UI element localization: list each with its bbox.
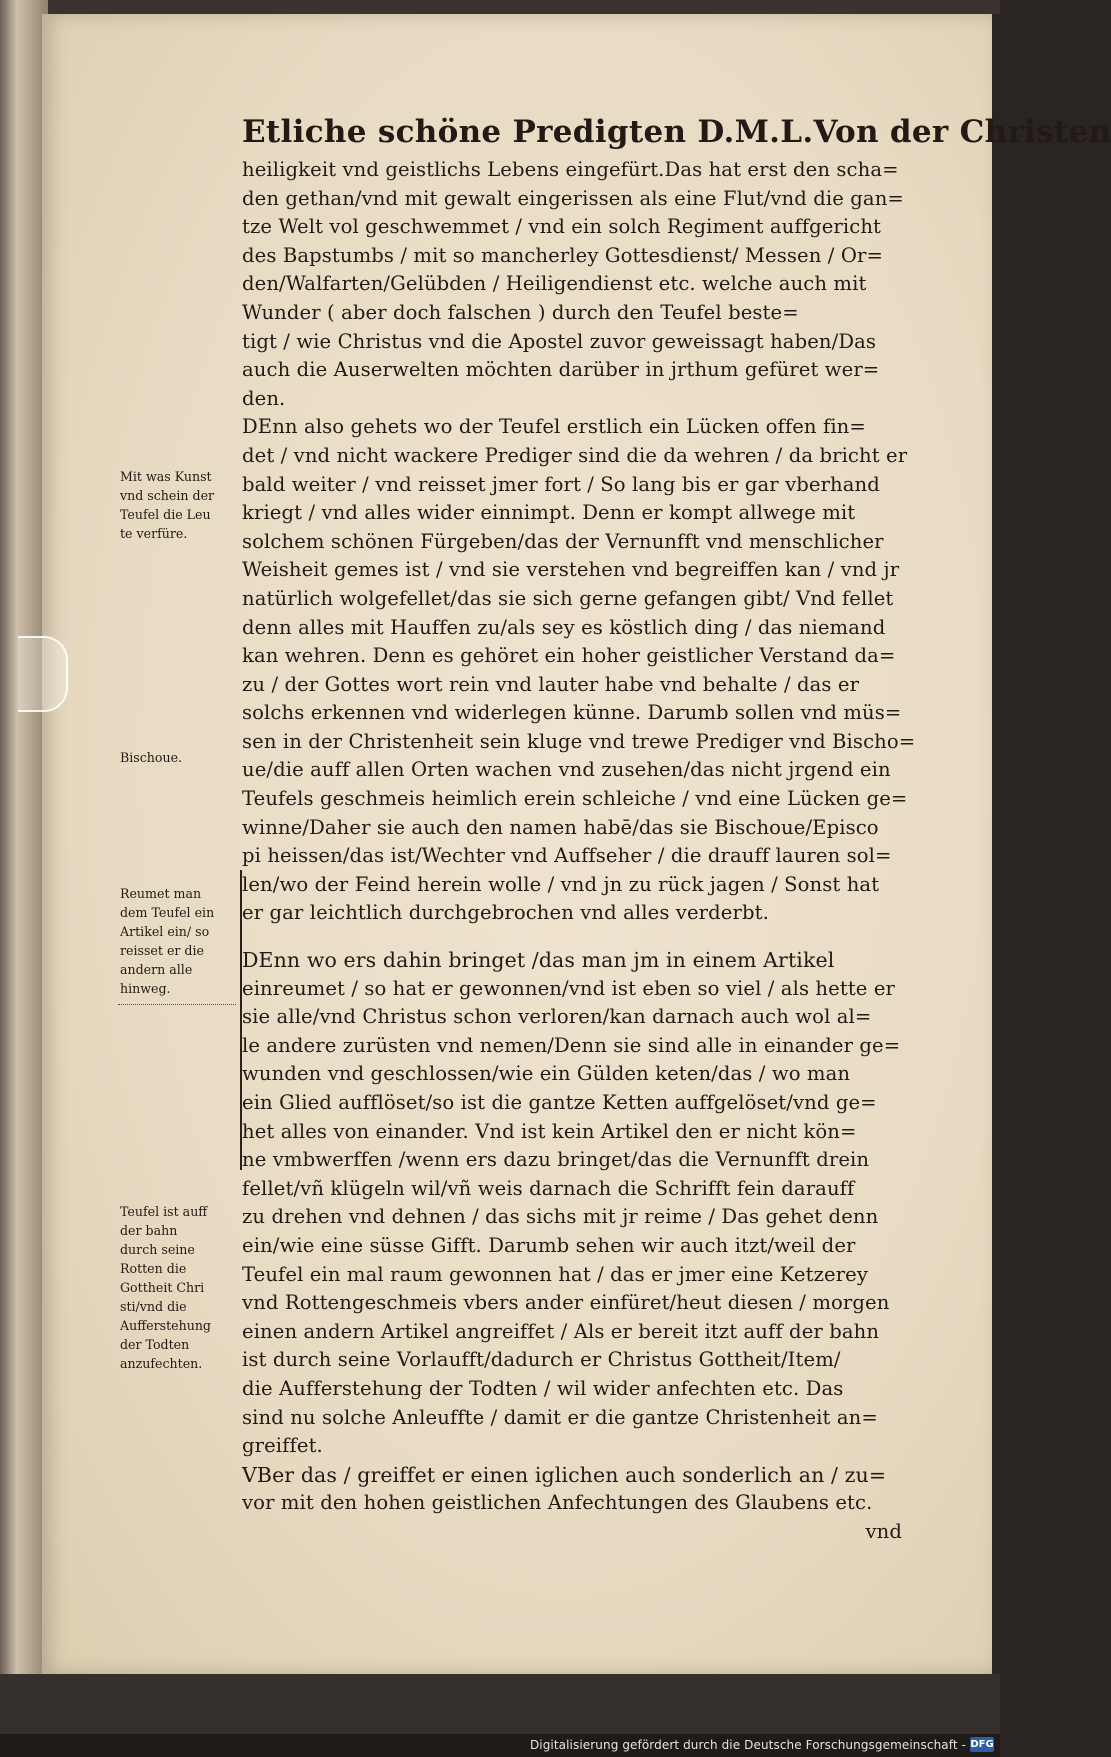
- text-line: tigt / wie Christus vnd die Apostel zuvor geweissagt haben/Das: [242, 329, 877, 353]
- paragraph-1: [242, 156, 922, 413]
- text-line: sind nu solche Anleuffte / damit er die gantze Christenheit an=: [242, 1405, 878, 1429]
- text-line: natürlich wolgefellet/das sie sich gerne gefangen gibt/ Vnd fellet: [242, 586, 894, 610]
- paragraph-gap: [242, 928, 922, 946]
- text-line: die Aufferstehung der Todten / wil wider anfechten etc. Das: [242, 1376, 844, 1400]
- text-line: det / vnd nicht wackere Prediger sind die da wehren / da bricht er: [242, 443, 908, 467]
- book-page-edges: [0, 0, 48, 1700]
- marginal-line: Aufferstehung: [120, 1318, 211, 1333]
- marginal-line: vnd schein der: [120, 488, 215, 503]
- text-line: auch die Auserwelten möchten darüber in jrthum gefüret wer=: [242, 358, 880, 382]
- text-line: ein Glied aufflöset/so ist die gantze Ketten auffgelöset/vnd ge=: [242, 1091, 877, 1114]
- marginal-line: der bahn: [120, 1223, 178, 1238]
- marginal-line: Teufel ist auff: [120, 1204, 208, 1219]
- text-line: Teufel ein mal raum gewonnen hat / das er jmer eine Ketzerey: [242, 1262, 869, 1286]
- marginal-line: hinweg.: [120, 981, 171, 996]
- marginal-line: durch seine: [120, 1242, 195, 1257]
- marginal-separator: [118, 1004, 236, 1005]
- marginal-line: andern alle: [120, 962, 193, 977]
- text-line: DEnn also gehets wo der Teufel erstlich ein Lücken offen fin=: [242, 415, 866, 439]
- text-line: ist durch seine Vorlaufft/dadurch er Christus Gottheit/Item/: [242, 1348, 841, 1372]
- marginal-note-4: [120, 1202, 238, 1373]
- marginal-rule: [240, 870, 242, 1170]
- text-line: bald weiter / vnd reisset jmer fort / So lang bis er gar vberhand: [242, 472, 880, 496]
- text-line: wunden vnd geschlossen/wie ein Gülden keten/das / wo man: [242, 1062, 851, 1086]
- marginal-line: der Todten: [120, 1337, 190, 1352]
- marginal-line: Rotten die: [120, 1261, 187, 1276]
- marginal-line: Artikel ein/ so: [120, 924, 210, 939]
- text-line: pi heissen/das ist/Wechter vnd Auffseher / die drauff lauren sol=: [242, 844, 892, 868]
- text-line: denn alles mit Hauffen zu/als sey es köstlich ding / das niemand: [242, 615, 886, 639]
- text-line: zu / der Gottes wort rein vnd lauter habe vnd behalte / das er: [242, 672, 860, 696]
- text-line: einen andern Artikel angreiffet / Als er bereit itzt auff der bahn: [242, 1319, 880, 1343]
- marginal-line: te verfüre.: [120, 526, 188, 541]
- text-line: winne/Daher sie auch den namen habē/das sie Bischoue/Episco: [242, 815, 879, 839]
- text-line: Weisheit gemes ist / vnd sie verstehen vnd begreiffen kan / vnd jr: [242, 558, 900, 582]
- marginal-note-2: [120, 748, 238, 767]
- page-clip-marker: [18, 636, 68, 712]
- text-line: ein/wie eine süsse Gifft. Darumb sehen wir auch itzt/weil der: [242, 1233, 856, 1257]
- text-line: fellet/vñ klügeln wil/vñ weis darnach die Schrifft fein darauff: [242, 1176, 855, 1200]
- marginal-line: sti/vnd die: [120, 1299, 187, 1314]
- text-line: solchem schönen Fürgeben/das der Vernunfft vnd menschlicher: [242, 529, 884, 553]
- marginal-line: Teufel die Leu: [120, 507, 211, 522]
- marginal-note-3: [120, 884, 238, 998]
- text-line: zu drehen vnd dehnen / das sichs mit jr reime / Das gehet denn: [242, 1205, 879, 1229]
- text-line: sen in der Christenheit sein kluge vnd trewe Prediger vnd Bischo=: [242, 729, 916, 753]
- marginal-line: Reumet man: [120, 886, 202, 901]
- paragraph-4: [242, 1461, 922, 1547]
- text-line: tze Welt vol geschwemmet / vnd ein solch Regiment auffgericht: [242, 215, 882, 239]
- text-line: vor mit den hohen geistlichen Anfechtungen des Glaubens etc.: [242, 1491, 873, 1515]
- text-line: den.: [242, 386, 286, 410]
- text-line: er gar leichtlich durchgebrochen vnd alles verderbt.: [242, 901, 769, 925]
- text-line: het alles von einander. Vnd ist kein Artikel den er nicht kön=: [242, 1119, 857, 1143]
- text-line: ne vmbwerffen /wenn ers dazu bringet/das die Vernunfft drein: [242, 1148, 870, 1172]
- text-line: sie alle/vnd Christus schon verloren/kan darnach auch wol al=: [242, 1005, 872, 1029]
- text-line: Wunder ( aber doch falschen ) durch den Teufel beste=: [242, 300, 799, 324]
- text-line: len/wo der Feind herein wolle / vnd jn zu rück jagen / Sonst hat: [242, 872, 880, 896]
- text-line: des Bapstumbs / mit so mancherley Gottesdienst/ Messen / Or=: [242, 243, 883, 267]
- main-text: [242, 112, 1111, 1547]
- text-line: ue/die auff allen Orten wachen vnd zusehen/das nicht jrgend ein: [242, 758, 891, 782]
- running-head: Etliche schöne Predigten D.M.L.Von der Christen: [242, 114, 1111, 150]
- marginal-line: Mit was Kunst: [120, 469, 212, 484]
- dfg-logo: DFG: [970, 1739, 994, 1750]
- scan-bottom-background: [0, 1674, 1000, 1734]
- text-line: kriegt / vnd alles wider einnimpt. Denn er kompt allwege mit: [242, 501, 856, 525]
- text-line: solchs erkennen vnd widerlegen künne. Darumb sollen vnd müs=: [242, 701, 902, 725]
- marginal-line: Bischoue.: [120, 750, 183, 765]
- catchword: vnd: [865, 1519, 902, 1543]
- paragraph-3: [242, 946, 922, 1461]
- text-line: vnd Rottengeschmeis vbers ander einfüret/heut diesen / morgen: [242, 1291, 890, 1315]
- marginal-line: anzufechten.: [120, 1356, 203, 1371]
- paragraph-2: [242, 413, 922, 928]
- text-line: DEnn wo ers dahin bringet /das man jm in einem Artikel: [242, 948, 835, 973]
- text-line: Teufels geschmeis heimlich erein schleiche / vnd eine Lücken ge=: [242, 787, 908, 811]
- text-line: VBer das / greiffet er einen iglichen auch sonderlich an / zu=: [242, 1462, 887, 1487]
- text-line: heiligkeit vnd geistlichs Lebens eingefürt.Das hat erst den scha=: [242, 158, 899, 181]
- text-line: einreumet / so hat er gewonnen/vnd ist eben so viel / als hette er: [242, 976, 895, 1000]
- text-line: greiffet.: [242, 1434, 323, 1458]
- text-line: le andere zurüsten vnd nemen/Denn sie sind alle in einander ge=: [242, 1033, 901, 1057]
- scan-top-edge: [0, 0, 1000, 14]
- marginal-note-1: [120, 467, 238, 543]
- marginal-line: Gottheit Chri: [120, 1280, 205, 1295]
- text-line: kan wehren. Denn es gehöret ein hoher geistlicher Verstand da=: [242, 644, 896, 668]
- text-line: den gethan/vnd mit gewalt eingerissen als eine Flut/vnd die gan=: [242, 186, 904, 210]
- marginal-line: dem Teufel ein: [120, 905, 215, 920]
- footer-credit: Digitalisierung gefördert durch die Deutsche Forschungsgemeinschaft -: [529, 1738, 966, 1752]
- marginal-line: reisset er die: [120, 943, 204, 958]
- text-line: den/Walfarten/Gelübden / Heiligendienst etc. welche auch mit: [242, 272, 867, 296]
